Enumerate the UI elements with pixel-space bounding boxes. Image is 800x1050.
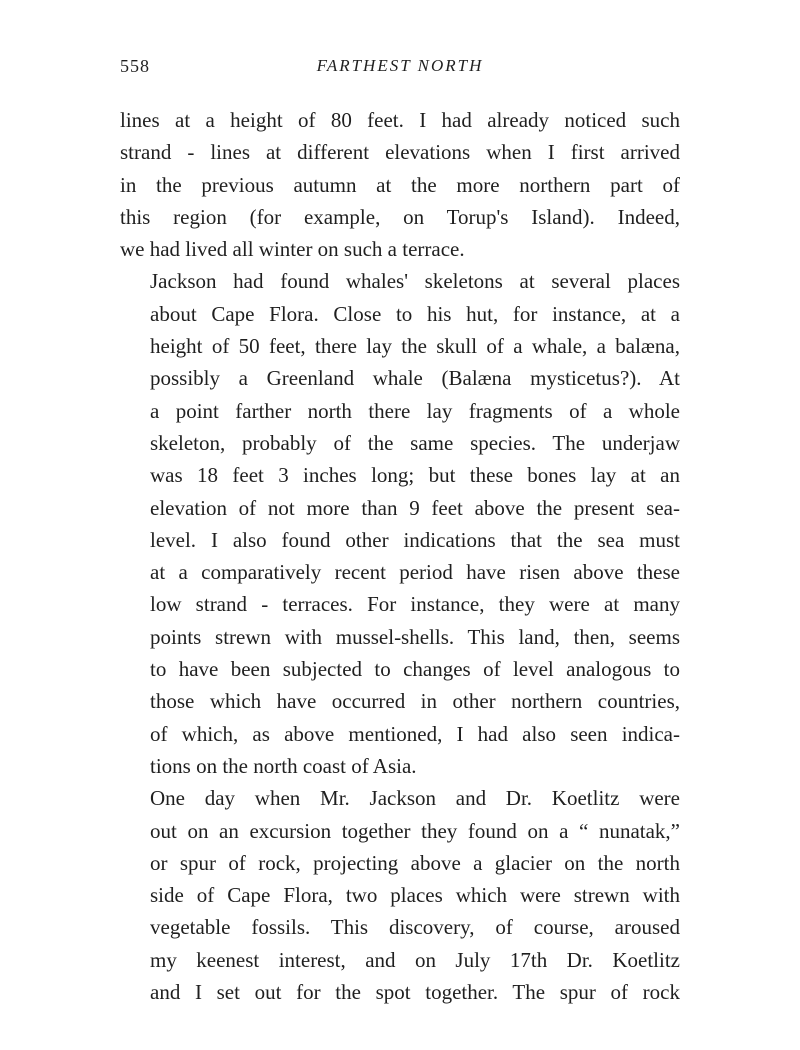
text-line: in the previous autumn at the more northern part of [120, 172, 680, 197]
text-line: this region (for example, on Torup's Island). Indeed, [120, 204, 680, 229]
text-line: elevation of not more than 9 feet above the present sea- [150, 495, 680, 520]
text-line: vegetable fossils. This discovery, of course, aroused [150, 915, 680, 940]
text-line: my keenest interest, and on July 17th Dr. Koetlitz [150, 947, 680, 972]
body-text [120, 104, 680, 1008]
text-line: level. I also found other indications that the sea must [150, 527, 680, 552]
text-line: about Cape Flora. Close to his hut, for instance, at a [150, 301, 680, 326]
text-line: Jackson had found whales' skeletons at several places [150, 269, 680, 294]
text-line: or spur of rock, projecting above a glacier on the north [150, 850, 680, 875]
text-line: out on an excursion together they found on a “ nunatak,” [150, 818, 680, 843]
text-line: lines at a height of 80 feet. I had already noticed such [120, 108, 680, 132]
paragraph-1 [120, 104, 680, 265]
running-head [120, 56, 680, 84]
text-line: side of Cape Flora, two places which were strewn with [150, 883, 680, 908]
text-line: low strand - terraces. For instance, they were at many [150, 592, 680, 617]
text-line: possibly a Greenland whale (Balæna mysticetus?). At [150, 366, 680, 391]
text-line: and I set out for the spot together. The spur of rock [150, 980, 680, 1005]
page-number: 558 [120, 56, 150, 76]
text-line: at a comparatively recent period have risen above these [150, 560, 680, 585]
text-line: One day when Mr. Jackson and Dr. Koetlitz were [150, 786, 680, 811]
text-line: skeleton, probably of the same species. The underjaw [150, 430, 680, 455]
text-line: to have been subjected to changes of level analogous to [150, 657, 680, 682]
paragraph-3 [120, 782, 680, 1008]
book-title: FARTHEST NORTH [316, 56, 484, 75]
paragraph-2 [120, 265, 680, 782]
text-line: strand - lines at different elevations when I first arrived [120, 140, 680, 165]
text-line: we had lived all winter on such a terrace. [120, 237, 465, 262]
text-line: a point farther north there lay fragments of a whole [150, 398, 680, 423]
text-line: those which have occurred in other northern countries, [150, 689, 680, 714]
text-line: height of 50 feet, there lay the skull of a whale, a balæna, [150, 334, 680, 359]
text-line: tions on the north coast of Asia. [150, 753, 417, 778]
text-line: of which, as above mentioned, I had also seen indica- [150, 721, 680, 746]
text-line: was 18 feet 3 inches long; but these bones lay at an [150, 463, 680, 488]
text-line: points strewn with mussel-shells. This land, then, seems [150, 624, 680, 649]
